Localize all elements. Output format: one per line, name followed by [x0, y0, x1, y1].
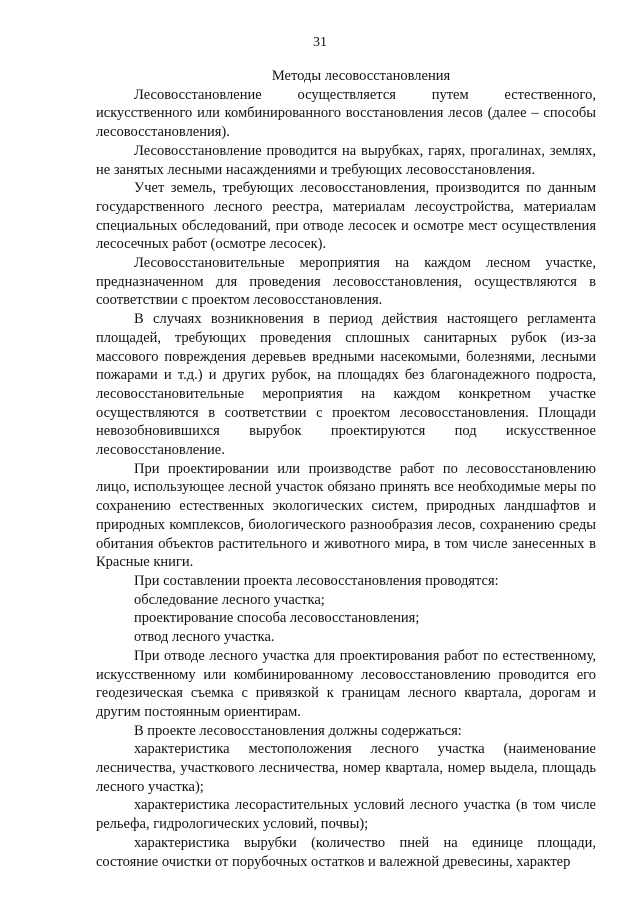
list-item-allotment: отвод лесного участка.	[134, 629, 275, 646]
paragraph-methods: Лесовосстановление осуществляется путем естественного, искусственного или комбинированного восстановления лесов (далее – способы лесовосстановления).	[96, 86, 596, 141]
document-body	[96, 67, 596, 871]
list-item-method-design: проектирование способа лесовосстановления;	[134, 610, 420, 627]
list-item-growing-conditions: характеристика лесорастительных условий лесного участка (в том числе рельефа, гидрологических условий, почвы);	[96, 797, 596, 833]
paragraph-ecosystem-protection: При проектировании или производстве работ по лесовосстановлению лицо, использующее лесной участок обязано принять все необходимые меры по сохранению естественных экологических систем, природных ландшафтов и природных комплексов, биологического разнообразия лесов, сохранению среды обитания объектов растительного и животного мира, в том числе занесенных в Красные книги.	[96, 460, 596, 571]
paragraph-project-steps-intro: При составлении проекта лесовосстановления проводятся:	[134, 572, 499, 589]
paragraph-project-contents-intro: В проекте лесовосстановления должны содержаться:	[134, 722, 462, 739]
paragraph-geodetic-survey: При отводе лесного участка для проектирования работ по естественному, искусственному или комбинированному лесовосстановлению проводится его геодезическая съемка с привязкой к границам лесного квартала, дорогам и другим постоянным ориентирам.	[96, 647, 596, 720]
paragraph-areas: Лесовосстановление проводится на вырубках, гарях, прогалинах, землях, не занятых лесными насаждениями и требующих лесовосстановления.	[96, 142, 596, 178]
paragraph-land-accounting: Учет земель, требующих лесовосстановления, производится по данным государственного лесного реестра, материалам лесоустройства, материалам специальных обследований, при отводе лесосек и осмотре мест осуществления лесосечных работ (осмотре лесосек).	[96, 180, 596, 253]
paragraph-measures: Лесовосстановительные мероприятия на каждом лесном участке, предназначенном для проведения лесовосстановления, осуществляются в соответствии с проектом лесовосстановления.	[96, 255, 596, 309]
list-item-location: характеристика местоположения лесного участка (наименование лесничества, участкового лесничества, номер квартала, номер выдела, площадь лесного участка);	[96, 741, 596, 795]
paragraph-sanitary-felling: В случаях возникновения в период действия настоящего регламента площадей, требующих проведения сплошных санитарных рубок (из-за массового повреждения деревьев вредными насекомыми, болезнями, лесными пожарами и т.д.) и других рубок, на площадях без благонадежного подроста, лесовосстановительные мероприятия на каждом конкретном участке осуществляются в соответствии с проектом лесовосстановления. Площади невозобновившихся вырубок проектируются под искусственное лесовосстановление.	[96, 311, 596, 459]
section-heading: Методы лесовосстановления	[271, 68, 451, 84]
page-number: 31	[313, 35, 327, 50]
list-item-survey: обследование лесного участка;	[134, 591, 325, 608]
list-item-clearing-characteristics: характеристика вырубки (количество пней на единице площади, состояние очистки от порубочных остатков и валежной древесины, характер	[96, 834, 596, 870]
